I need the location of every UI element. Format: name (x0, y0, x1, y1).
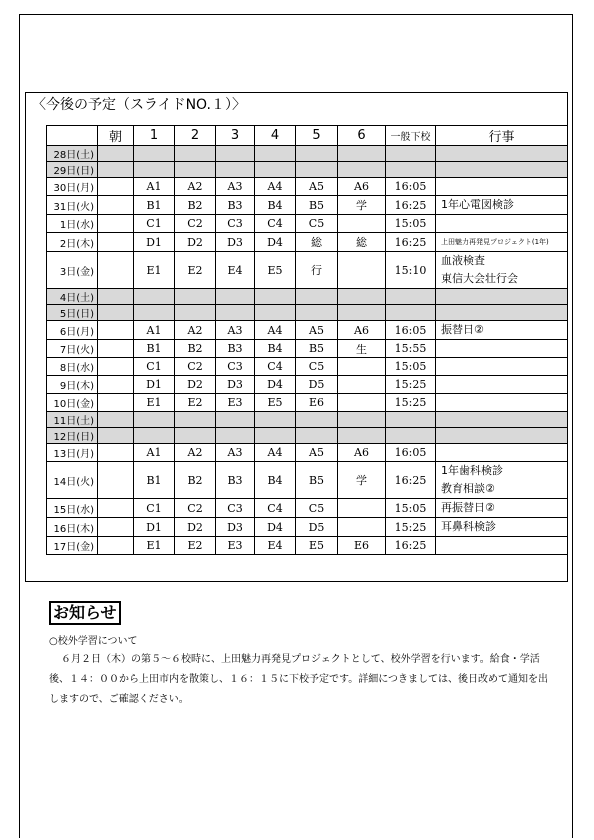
cell-period-4: A4 (255, 444, 296, 462)
cell-events (436, 178, 568, 196)
cell-morning (98, 376, 134, 394)
cell-period-5: 総 (296, 233, 338, 252)
cell-dismissal-time: 15:05 (386, 215, 436, 233)
cell-period-2: E2 (175, 537, 216, 555)
schedule-row (47, 376, 568, 394)
cell-period-2: D2 (175, 233, 216, 252)
notice-heading: お知らせ (49, 601, 121, 625)
cell-period-5: C5 (296, 358, 338, 376)
cell-period-3 (216, 412, 255, 428)
cell-period-5 (296, 162, 338, 178)
event-item: 1年歯科検診 (441, 464, 503, 477)
cell-period-2: C2 (175, 499, 216, 518)
row-date: 8日(水) (47, 358, 98, 376)
row-date: 4日(土) (47, 289, 98, 305)
cell-period-1: E1 (134, 537, 175, 555)
schedule-row (47, 233, 568, 252)
header-period-6: 6 (338, 126, 386, 146)
cell-morning (98, 358, 134, 376)
cell-period-1: B1 (134, 196, 175, 215)
event-item: 東信大会壮行会 (441, 272, 518, 285)
header-row (47, 126, 568, 146)
cell-events (436, 462, 568, 499)
cell-period-3: B3 (216, 462, 255, 499)
cell-dismissal-time: 16:05 (386, 178, 436, 196)
cell-period-2 (175, 289, 216, 305)
schedule-row (47, 428, 568, 444)
cell-period-5: C5 (296, 499, 338, 518)
cell-period-2: A2 (175, 178, 216, 196)
cell-period-6 (338, 499, 386, 518)
cell-dismissal-time: 16:25 (386, 233, 436, 252)
cell-dismissal-time: 16:25 (386, 462, 436, 499)
header-period-3: 3 (216, 126, 255, 146)
cell-period-3 (216, 146, 255, 162)
header-dismissal: 一般下校 (386, 126, 436, 146)
schedule-row (47, 537, 568, 555)
cell-period-3 (216, 289, 255, 305)
cell-period-2: D2 (175, 518, 216, 537)
cell-events (436, 428, 568, 444)
schedule-row (47, 394, 568, 412)
event-item: 上田魅力再発見プロジェクト(1年) (441, 238, 549, 246)
cell-dismissal-time: 15:25 (386, 394, 436, 412)
cell-events (436, 358, 568, 376)
cell-events (436, 499, 568, 518)
cell-period-3: E3 (216, 394, 255, 412)
cell-period-4 (255, 305, 296, 321)
schedule-row (47, 196, 568, 215)
cell-period-6 (338, 305, 386, 321)
cell-dismissal-time (386, 412, 436, 428)
cell-dismissal-time: 15:25 (386, 376, 436, 394)
cell-dismissal-time: 15:10 (386, 252, 436, 289)
cell-morning (98, 233, 134, 252)
cell-period-5: A5 (296, 444, 338, 462)
cell-events (436, 305, 568, 321)
cell-period-5 (296, 428, 338, 444)
schedule-row (47, 162, 568, 178)
cell-period-1: C1 (134, 499, 175, 518)
cell-period-3 (216, 305, 255, 321)
cell-period-1 (134, 428, 175, 444)
cell-morning (98, 146, 134, 162)
event-item: 振替日② (441, 323, 484, 336)
cell-period-2: E2 (175, 252, 216, 289)
header-period-4: 4 (255, 126, 296, 146)
cell-events (436, 162, 568, 178)
schedule-row (47, 340, 568, 358)
event-item: 耳鼻科検診 (441, 520, 496, 533)
cell-period-1 (134, 412, 175, 428)
cell-period-4: B4 (255, 462, 296, 499)
cell-period-6: E6 (338, 537, 386, 555)
cell-period-2 (175, 305, 216, 321)
cell-period-6 (338, 412, 386, 428)
row-date: 15日(水) (47, 499, 98, 518)
row-date: 6日(月) (47, 321, 98, 340)
schedule-row (47, 412, 568, 428)
cell-period-4: B4 (255, 196, 296, 215)
cell-events (436, 289, 568, 305)
row-date: 17日(金) (47, 537, 98, 555)
cell-morning (98, 321, 134, 340)
cell-period-3: E4 (216, 252, 255, 289)
cell-period-2: B2 (175, 462, 216, 499)
cell-morning (98, 252, 134, 289)
header-period-1: 1 (134, 126, 175, 146)
header-period-5: 5 (296, 126, 338, 146)
cell-events (436, 444, 568, 462)
cell-morning (98, 305, 134, 321)
cell-period-6 (338, 376, 386, 394)
cell-period-6 (338, 215, 386, 233)
notice-body: ６月２日（木）の第５～６校時に、上田魅力再発見プロジェクトとして、校外学習を行います。給食・学活後、１４：００から上田市内を散策し、１６：１５に下校予定です。詳細につきましては、後日改めて通知を出しますので、ご確認ください。 (49, 654, 548, 705)
cell-period-1: D1 (134, 518, 175, 537)
schedule-row (47, 215, 568, 233)
row-date: 29日(日) (47, 162, 98, 178)
cell-period-6 (338, 252, 386, 289)
cell-period-6: 学 (338, 462, 386, 499)
cell-period-2: A2 (175, 444, 216, 462)
cell-dismissal-time (386, 146, 436, 162)
cell-period-4 (255, 162, 296, 178)
cell-period-1: A1 (134, 444, 175, 462)
cell-morning (98, 499, 134, 518)
row-date: 12日(日) (47, 428, 98, 444)
cell-period-6: A6 (338, 178, 386, 196)
event-item: 1年心電図検診 (441, 198, 514, 211)
cell-period-5: D5 (296, 518, 338, 537)
cell-period-5: 行 (296, 252, 338, 289)
schedule-row (47, 499, 568, 518)
row-date: 13日(月) (47, 444, 98, 462)
cell-period-2: D2 (175, 376, 216, 394)
cell-morning (98, 462, 134, 499)
cell-period-6 (338, 394, 386, 412)
cell-period-6 (338, 518, 386, 537)
cell-period-4 (255, 412, 296, 428)
cell-events (436, 233, 568, 252)
cell-events (436, 394, 568, 412)
cell-period-6: 学 (338, 196, 386, 215)
cell-events (436, 412, 568, 428)
cell-dismissal-time: 16:25 (386, 537, 436, 555)
schedule-row (47, 252, 568, 289)
cell-morning (98, 162, 134, 178)
cell-period-2: E2 (175, 394, 216, 412)
schedule-row (47, 321, 568, 340)
cell-dismissal-time: 15:25 (386, 518, 436, 537)
cell-period-6 (338, 146, 386, 162)
cell-period-2: C2 (175, 215, 216, 233)
cell-period-1: E1 (134, 252, 175, 289)
cell-period-3: A3 (216, 444, 255, 462)
cell-period-5 (296, 305, 338, 321)
cell-period-2 (175, 428, 216, 444)
cell-period-5: C5 (296, 215, 338, 233)
cell-events (436, 340, 568, 358)
row-date: 14日(火) (47, 462, 98, 499)
cell-period-3: D3 (216, 376, 255, 394)
cell-period-1: B1 (134, 462, 175, 499)
cell-period-1: A1 (134, 321, 175, 340)
cell-period-4: D4 (255, 376, 296, 394)
cell-period-2 (175, 146, 216, 162)
cell-period-4: D4 (255, 518, 296, 537)
cell-period-3: C3 (216, 358, 255, 376)
cell-morning (98, 428, 134, 444)
cell-period-4: E5 (255, 252, 296, 289)
cell-events (436, 518, 568, 537)
cell-period-6 (338, 428, 386, 444)
schedule-row (47, 178, 568, 196)
row-date: 5日(日) (47, 305, 98, 321)
cell-dismissal-time (386, 305, 436, 321)
row-date: 16日(木) (47, 518, 98, 537)
row-date: 1日(水) (47, 215, 98, 233)
row-date: 28日(土) (47, 146, 98, 162)
cell-period-3 (216, 162, 255, 178)
cell-morning (98, 196, 134, 215)
cell-morning (98, 537, 134, 555)
cell-period-6: A6 (338, 444, 386, 462)
cell-period-1 (134, 162, 175, 178)
cell-dismissal-time: 15:05 (386, 499, 436, 518)
cell-period-5: A5 (296, 178, 338, 196)
cell-period-1: B1 (134, 340, 175, 358)
cell-events (436, 215, 568, 233)
cell-period-6: A6 (338, 321, 386, 340)
cell-period-4 (255, 146, 296, 162)
cell-events (436, 146, 568, 162)
cell-period-4: B4 (255, 340, 296, 358)
row-date: 11日(土) (47, 412, 98, 428)
cell-period-2 (175, 162, 216, 178)
cell-dismissal-time: 16:25 (386, 196, 436, 215)
cell-period-1: D1 (134, 233, 175, 252)
row-date: 9日(木) (47, 376, 98, 394)
cell-events (436, 196, 568, 215)
cell-period-4: C4 (255, 215, 296, 233)
schedule-row (47, 358, 568, 376)
cell-morning (98, 444, 134, 462)
schedule-row (47, 289, 568, 305)
row-date: 2日(木) (47, 233, 98, 252)
row-date: 7日(火) (47, 340, 98, 358)
cell-dismissal-time: 15:05 (386, 358, 436, 376)
cell-period-6 (338, 358, 386, 376)
cell-period-1: E1 (134, 394, 175, 412)
cell-period-4: A4 (255, 321, 296, 340)
cell-period-1: C1 (134, 358, 175, 376)
event-item: 血液検査 (441, 254, 485, 267)
cell-period-2: A2 (175, 321, 216, 340)
cell-events (436, 252, 568, 289)
cell-period-5: E5 (296, 537, 338, 555)
cell-period-4: A4 (255, 178, 296, 196)
cell-period-3: D3 (216, 518, 255, 537)
cell-period-3: A3 (216, 321, 255, 340)
cell-period-4: E4 (255, 537, 296, 555)
cell-period-5 (296, 289, 338, 305)
cell-morning (98, 412, 134, 428)
cell-period-1 (134, 146, 175, 162)
cell-period-5 (296, 412, 338, 428)
cell-period-5: A5 (296, 321, 338, 340)
cell-period-3: D3 (216, 233, 255, 252)
cell-morning (98, 178, 134, 196)
cell-dismissal-time: 16:05 (386, 321, 436, 340)
header-morning: 朝 (98, 126, 134, 146)
cell-period-3: B3 (216, 340, 255, 358)
event-item: 再振替日② (441, 501, 495, 514)
cell-period-3: B3 (216, 196, 255, 215)
cell-dismissal-time (386, 428, 436, 444)
cell-period-1: C1 (134, 215, 175, 233)
row-date: 31日(火) (47, 196, 98, 215)
event-item: 教育相談② (441, 482, 495, 495)
cell-period-2: B2 (175, 340, 216, 358)
cell-period-6: 生 (338, 340, 386, 358)
cell-period-6 (338, 162, 386, 178)
cell-period-3 (216, 428, 255, 444)
cell-morning (98, 289, 134, 305)
cell-events (436, 321, 568, 340)
cell-period-4: C4 (255, 358, 296, 376)
cell-period-4: E5 (255, 394, 296, 412)
cell-period-4: D4 (255, 233, 296, 252)
cell-period-3: E3 (216, 537, 255, 555)
header-date (47, 126, 98, 146)
schedule-row (47, 146, 568, 162)
header-period-2: 2 (175, 126, 216, 146)
cell-period-5: D5 (296, 376, 338, 394)
cell-dismissal-time (386, 162, 436, 178)
cell-period-3: A3 (216, 178, 255, 196)
cell-morning (98, 215, 134, 233)
notice-subheading: ○校外学習について (49, 636, 138, 647)
schedule-row (47, 518, 568, 537)
cell-period-4 (255, 428, 296, 444)
cell-period-2 (175, 412, 216, 428)
cell-events (436, 376, 568, 394)
schedule-row (47, 305, 568, 321)
cell-period-5: E6 (296, 394, 338, 412)
header-events: 行事 (436, 126, 568, 146)
cell-period-6 (338, 289, 386, 305)
cell-morning (98, 340, 134, 358)
schedule-row (47, 462, 568, 499)
cell-period-5: B5 (296, 196, 338, 215)
cell-period-5 (296, 146, 338, 162)
cell-period-3: C3 (216, 215, 255, 233)
schedule-table (46, 125, 568, 555)
schedule-row (47, 444, 568, 462)
cell-period-4: C4 (255, 499, 296, 518)
cell-events (436, 537, 568, 555)
row-date: 3日(金) (47, 252, 98, 289)
cell-period-1: A1 (134, 178, 175, 196)
cell-dismissal-time: 16:05 (386, 444, 436, 462)
cell-period-2: B2 (175, 196, 216, 215)
row-date: 30日(月) (47, 178, 98, 196)
cell-period-1 (134, 305, 175, 321)
cell-morning (98, 394, 134, 412)
cell-period-4 (255, 289, 296, 305)
cell-period-3: C3 (216, 499, 255, 518)
cell-period-2: C2 (175, 358, 216, 376)
cell-period-1: D1 (134, 376, 175, 394)
cell-dismissal-time: 15:55 (386, 340, 436, 358)
cell-morning (98, 518, 134, 537)
cell-period-1 (134, 289, 175, 305)
schedule-title: 〈今後の予定（スライドNO.１）〉 (32, 97, 246, 113)
row-date: 10日(金) (47, 394, 98, 412)
cell-period-6: 総 (338, 233, 386, 252)
cell-period-5: B5 (296, 340, 338, 358)
cell-period-5: B5 (296, 462, 338, 499)
cell-dismissal-time (386, 289, 436, 305)
